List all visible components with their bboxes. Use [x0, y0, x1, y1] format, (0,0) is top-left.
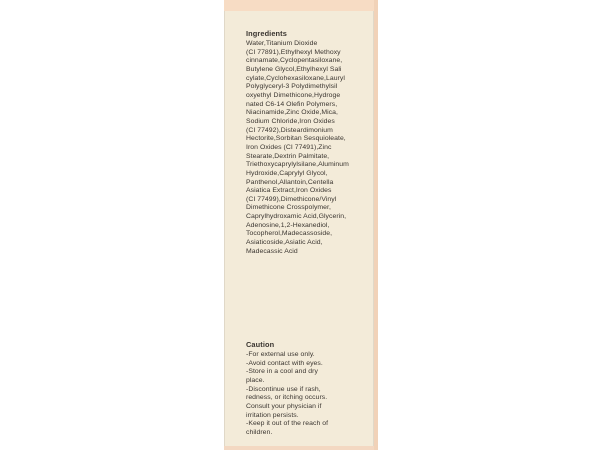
ingredients-section [246, 29, 368, 256]
tube-bottom-band [224, 446, 374, 450]
ingredients-list: Water,Titanium Dioxide (CI 77891),Ethylhexyl Methoxy cinnamate,Cyclopentasiloxane, Butylene Glycol,Ethylhexyl Sali cylate,Cyclohexasiloxane,Lauryl Polyglyceryl-3 Polydimethylsil oxyethyl Dimethicone,Hydroge nated C6-14 Olefin Polymers, Niacinamide,Zinc Oxide,Mica, Sodium Chloride,Iron Oxides (CI 77492),Disteardimonium Hectorite,Sorbitan Sesquioleate, Iron Oxides (CI 77491),Zinc Stearate,Dextrin Palmitate, Triethoxycaprylylsilane,Aluminum Hydroxide,Caprylyl Glycol, Panthenol,Allantoin,Centella Asiatica Extract,Iron Oxides (CI 77499),Dimethicone/Vinyl Dimethicone Crosspolymer, Caprylhydroxamic Acid,Glycerin, Adenosine,1,2-Hexanediol, Tocopherol,Madecassoside, Asiaticoside,Asiatic Acid, Madecassic Acid [246, 40, 349, 255]
product-tube-panel [224, 0, 374, 450]
caution-section [246, 340, 368, 438]
caution-list: -For external use only. -Avoid contact with eyes. -Store in a cool and dry place. -Discontinue use if rash, redness, or itching occurs. Consult your physician if irritation persists. -Keep it out of the reach of children. [246, 351, 329, 436]
tube-right-edge [374, 0, 378, 450]
ingredients-heading: Ingredients [246, 29, 287, 38]
tube-top-band [224, 0, 374, 11]
caution-heading: Caution [246, 340, 275, 349]
